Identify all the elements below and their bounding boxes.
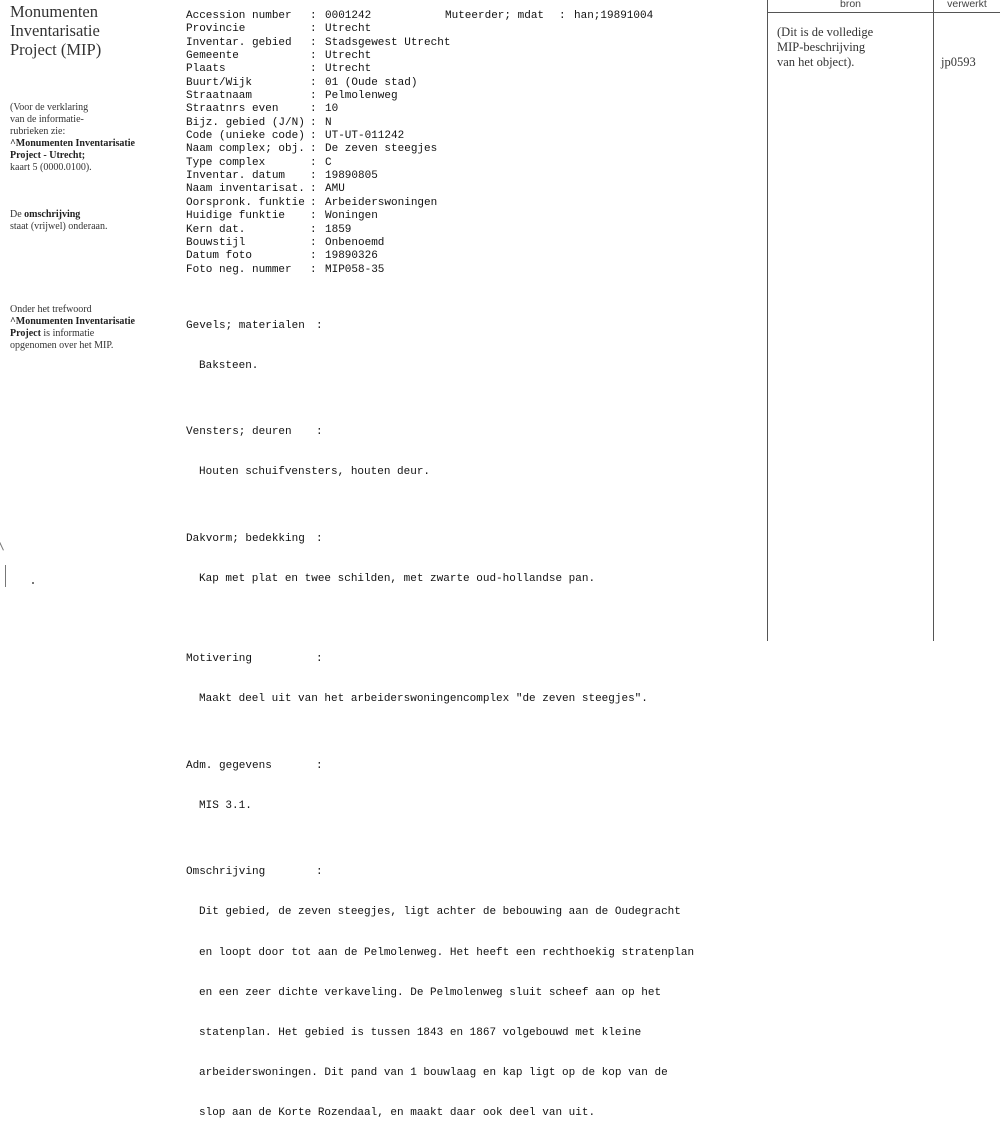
separator: :	[310, 250, 317, 263]
field-value: UT-UT-011242	[325, 130, 405, 143]
separator: :	[310, 103, 317, 116]
table-header-rule	[767, 12, 1000, 13]
separator: :	[316, 759, 323, 772]
separator: :	[310, 76, 317, 89]
separator: :	[310, 50, 317, 63]
processed-code: jp0593	[941, 55, 976, 69]
field-value: 10	[325, 103, 339, 116]
field-label: Inventar. gebied	[186, 36, 292, 49]
field-value: 01 (Oude stad)	[325, 76, 418, 89]
note-line: staat (vrijwel) onderaan.	[10, 221, 108, 232]
field-value: 0001242	[325, 10, 372, 22]
field-label: Datum foto	[186, 250, 253, 263]
separator: :	[316, 319, 323, 332]
section-motivation	[186, 626, 694, 733]
column-header-verwerkt: verwerkt	[947, 0, 987, 10]
description-note	[10, 209, 170, 233]
separator: :	[559, 10, 566, 22]
field-label: Straatnaam	[186, 90, 253, 103]
field-row	[186, 10, 450, 23]
field-value: Utrecht	[325, 23, 372, 36]
section-description	[186, 840, 694, 1147]
field-row	[186, 210, 450, 223]
separator: :	[310, 223, 317, 236]
field-row	[186, 90, 450, 103]
section-label: Adm. gegevens	[186, 759, 272, 772]
separator: :	[316, 652, 323, 665]
field-label: Plaats	[186, 63, 226, 76]
column-header-bron: bron	[839, 0, 861, 10]
field-value: MIP058-35	[325, 263, 385, 276]
separator: :	[310, 23, 317, 36]
note-line: (Voor de verklaring	[10, 102, 89, 113]
source-line: MIP-beschrijving	[777, 40, 866, 54]
field-value: Utrecht	[325, 50, 372, 63]
section-text: Kap met plat en twee schilden, met zwarte oud-hollandse pan.	[199, 573, 596, 586]
field-row	[186, 23, 450, 36]
field-row	[186, 250, 450, 263]
separator: :	[310, 210, 317, 223]
section-text: en een zeer dichte verkaveling. De Pelmolenweg sluit scheef aan op het	[199, 986, 662, 999]
section-text: Houten schuifvensters, houten deur.	[199, 466, 431, 479]
field-row	[186, 103, 450, 116]
separator: :	[316, 866, 323, 879]
field-label: Kern dat.	[186, 223, 246, 236]
section-label: Dakvorm; bedekking	[186, 533, 305, 546]
record-sections	[186, 293, 694, 1147]
table-divider	[767, 0, 768, 641]
section-materials	[186, 293, 694, 400]
field-value: Woningen	[325, 210, 378, 223]
field-value: 1859	[325, 223, 352, 236]
field-value: Onbenoemd	[325, 236, 385, 249]
field-value: Utrecht	[325, 63, 372, 76]
field-label: Huidige funktie	[186, 210, 286, 223]
field-value: Arbeiderswoningen	[325, 196, 438, 209]
mutation-label: Muteerder; mdat	[445, 10, 545, 22]
field-row	[186, 130, 450, 143]
source-line: (Dit is de volledige	[777, 25, 874, 39]
field-label: Gemeente	[186, 50, 239, 63]
scan-mark	[5, 565, 6, 587]
field-row	[186, 264, 450, 277]
section-windows	[186, 400, 694, 507]
note-reference: ^Monumenten Inventarisatie	[10, 138, 135, 149]
field-value: 19890805	[325, 170, 378, 183]
note-line: rubrieken zie:	[10, 126, 66, 137]
scan-mark	[0, 537, 4, 550]
section-label: Motivering	[186, 652, 253, 665]
separator: :	[310, 263, 317, 276]
title-line: Inventarisatie	[10, 21, 100, 40]
note-line: opgenomen over het MIP.	[10, 340, 114, 351]
field-label: Provincie	[186, 23, 246, 36]
field-row	[186, 183, 450, 196]
separator: :	[310, 236, 317, 249]
field-value: C	[325, 156, 332, 169]
field-label: Type complex	[186, 156, 266, 169]
field-label: Oorspronk. funktie	[186, 196, 305, 209]
title-line: Project (MIP)	[10, 40, 102, 59]
field-label: Naam complex; obj.	[186, 143, 305, 156]
separator: :	[310, 156, 317, 169]
title-line: Monumenten	[10, 2, 98, 21]
separator: :	[310, 196, 317, 209]
field-value: AMU	[325, 183, 345, 196]
page-title	[10, 2, 101, 59]
separator: :	[316, 426, 323, 439]
section-label: Gevels; materialen	[186, 319, 305, 332]
section-label: Omschrijving	[186, 866, 266, 879]
note-line: kaart 5 (0000.0100).	[10, 162, 92, 173]
note-text: De	[10, 209, 25, 220]
separator: :	[316, 533, 323, 546]
section-text: arbeiderswoningen. Dit pand van 1 bouwlaag en kap ligt op de kop van de	[199, 1066, 668, 1079]
field-row	[186, 50, 450, 63]
field-value: N	[325, 116, 332, 129]
field-label: Naam inventarisat.	[186, 183, 305, 196]
section-text: en loopt door tot aan de Pelmolenweg. Het heeft een rechthoekig stratenplan	[199, 946, 695, 959]
field-label: Code (unieke code)	[186, 130, 305, 143]
section-text: Maakt deel uit van het arbeiderswoningencomplex "de zeven steegjes".	[199, 692, 648, 705]
section-text: MIS 3.1.	[199, 799, 252, 812]
source-line: van het object).	[777, 55, 855, 69]
mutation-info	[445, 10, 653, 23]
section-roof	[186, 507, 694, 614]
field-row	[186, 143, 450, 156]
field-row	[186, 237, 450, 250]
note-reference: Project	[10, 328, 41, 339]
field-row	[186, 197, 450, 210]
field-row	[186, 170, 450, 183]
field-label: Accession number	[186, 10, 292, 22]
separator: :	[310, 63, 317, 76]
scan-mark	[32, 582, 34, 584]
table-divider	[933, 0, 934, 641]
source-note	[777, 25, 873, 70]
separator: :	[310, 116, 317, 129]
field-row	[186, 224, 450, 237]
separator: :	[310, 10, 317, 22]
field-label: Straatnrs even	[186, 103, 279, 116]
field-label: Foto neg. nummer	[186, 263, 292, 276]
separator: :	[310, 90, 317, 103]
field-label: Buurt/Wijk	[186, 76, 253, 89]
field-label: Bijz. gebied (J/N)	[186, 116, 305, 129]
field-row	[186, 63, 450, 76]
separator: :	[310, 183, 317, 196]
explanation-note	[10, 102, 170, 174]
field-row	[186, 77, 450, 90]
separator: :	[310, 143, 317, 156]
field-value: Pelmolenweg	[325, 90, 398, 103]
field-value: Stadsgewest Utrecht	[325, 36, 451, 49]
section-text: Dit gebied, de zeven steegjes, ligt achter de bebouwing aan de Oudegracht	[199, 906, 681, 919]
field-value: De zeven steegjes	[325, 143, 438, 156]
note-reference: ^Monumenten Inventarisatie	[10, 316, 135, 327]
note-keyword: omschrijving	[24, 209, 81, 220]
note-reference: Project - Utrecht;	[10, 150, 86, 161]
field-value: 19890326	[325, 250, 378, 263]
separator: :	[310, 170, 317, 183]
section-text: slop aan de Korte Rozendaal, en maakt daar ook deel van uit.	[199, 1106, 596, 1119]
note-text: is informatie	[40, 328, 95, 339]
section-label: Vensters; deuren	[186, 426, 292, 439]
separator: :	[310, 36, 317, 49]
note-line: van de informatie-	[10, 114, 84, 125]
field-row	[186, 157, 450, 170]
field-label: Inventar. datum	[186, 170, 286, 183]
record-fields	[186, 10, 450, 277]
field-row	[186, 117, 450, 130]
note-line: Onder het trefwoord	[10, 304, 92, 315]
field-label: Bouwstijl	[186, 236, 246, 249]
mutation-value: han;19891004	[574, 10, 654, 22]
field-row	[186, 37, 450, 50]
keyword-note	[10, 304, 170, 352]
separator: :	[310, 130, 317, 143]
section-text: statenplan. Het gebied is tussen 1843 en 1867 volgebouwd met kleine	[199, 1026, 642, 1039]
section-text: Baksteen.	[199, 359, 259, 372]
section-admin	[186, 733, 694, 840]
